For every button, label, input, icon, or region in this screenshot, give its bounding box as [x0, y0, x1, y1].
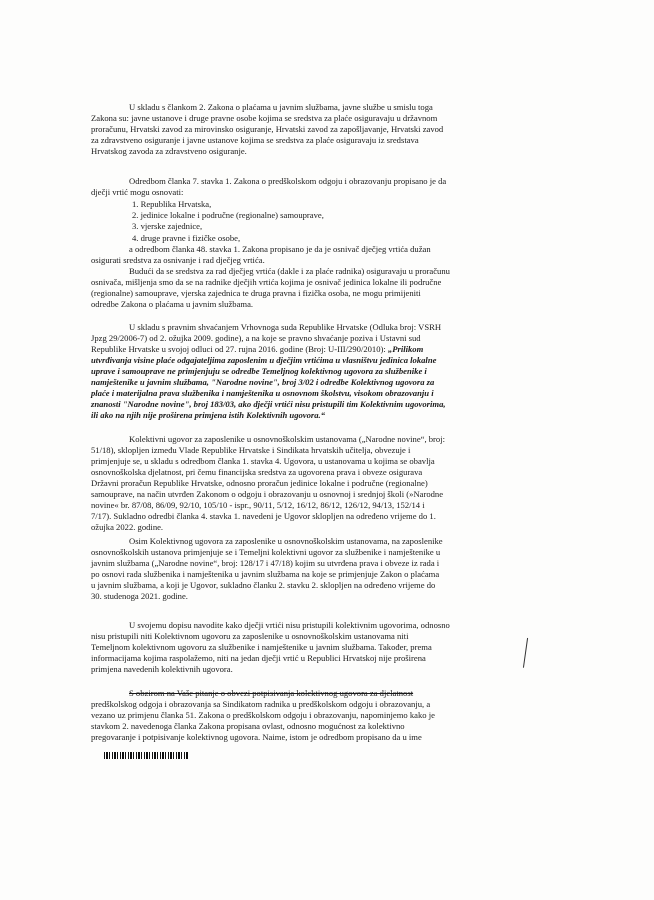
- list-item: 4. druge pravne i fizičke osobe,: [132, 233, 241, 243]
- text-line: Budući da se sredstva za rad dječjeg vrtića (dakle i za plaće radnika) osiguravaju u proračunu: [129, 266, 450, 276]
- text-line: samouprave, na način utvrđen Zakonom o odgoju i obrazovanju u osnovnoj i srednjoj školi (»Narodne: [91, 489, 444, 499]
- quoted-ruling-line: plaće i materijalna prava službenika i namještenika u osnovnom školstvu, visokom obrazovanju i: [91, 388, 434, 398]
- text-line: primjenjuje se, u skladu s odredbom članka 1. stavka 4. Ugovora, u ustanovama u kojima se obavlja: [91, 456, 435, 466]
- text-line: U skladu s pravnim shvaćanjem Vrhovnoga suda Republike Hrvatske (Odluka broj: VSRH: [129, 322, 442, 332]
- text-line: Hrvatskog zavoda za zdravstveno osiguranje.: [91, 146, 247, 156]
- quoted-ruling-line: ili ako na njih nije proširena primjena istih Kolektivnih ugovora.“: [91, 410, 325, 420]
- paragraph-dopis: [91, 620, 519, 675]
- text-line: Jpzg 29/2006-7) od 2. ožujka 2009. godine), a na koje se pravno shvaćanje poziva i Ustavni sud: [91, 333, 421, 343]
- text-line: ožujka 2022. godine.: [91, 522, 164, 532]
- list-item: 3. vjerske zajednice,: [132, 221, 203, 231]
- text-line: U svojemu dopisu navodite kako dječji vrtići nisu pristupili kolektivnim ugovorima, odnosno: [129, 620, 450, 630]
- paragraph-osnivaci-intro: [91, 176, 519, 198]
- text-line: vezano uz primjenu članka 51. Zakona o predškolskom odgoju i obrazovanju, napominjemo kako je: [91, 710, 435, 720]
- barcode: [104, 752, 188, 759]
- quoted-ruling-line: uprave i samouprave ne primjenjuju se odredbe Temeljnog kolektivnog ugovora za službenike i: [91, 366, 427, 376]
- text-line: 30. studenoga 2021. godine.: [91, 591, 188, 601]
- list-item: 2. jedinice lokalne i područne (regionalne) samouprave,: [132, 210, 324, 220]
- text-line: S obzirom na Vaše pitanje o obvezi potpisivanja kolektivnog ugovora za djelatnost: [129, 688, 414, 698]
- handwritten-margin-mark: [523, 638, 530, 668]
- text-line: 51/18), sklopljen između Vlade Republike Hrvatske i Sindikata hrvatskih učitelja, obvezuje i: [91, 445, 411, 455]
- paragraph-kolektivni-ugovor-osnovnoskolski: [91, 434, 519, 533]
- text-line: Zakona su: javne ustanove i druge pravne osobe kojima se sredstva za plaće osiguravaju u državnom: [91, 113, 438, 123]
- text-line: nisu pristupili niti Kolektivnom ugovoru za zaposlenike u osnovnoškolskim ustanovama niti: [91, 631, 409, 641]
- paragraph-osnivaci-tail: [91, 244, 519, 266]
- paragraph-pitanje-obveze: [91, 688, 519, 743]
- text-line: 7/17). Sukladno odredbi članka 4. stavka 1. navedeni je Ugovor sklopljen na određeno vrijeme do 1.: [91, 511, 436, 521]
- paragraph-sredstva: [91, 266, 519, 310]
- text-line: Osim Kolektivnog ugovora za zaposlenike u osnovnoškolskim ustanovama, na zaposlenike: [129, 536, 443, 546]
- text-line: stavkom 2. navedenoga članka Zakona propisana ovlast, odnosno mogućnost za kolektivno: [91, 721, 405, 731]
- text-line: proračunu, Hrvatski zavod za mirovinsko osiguranje, Hrvatski zavod za zapošljavanje, Hrvatski zavod: [91, 124, 444, 134]
- text-segment: Republike Hrvatske u svojoj odluci od 27. rujna 2016. godine (Broj: U-III/290/2010):: [91, 344, 386, 354]
- text-line: Odredbom članka 7. stavka 1. Zakona o predškolskom odgoju i obrazovanju propisano je da: [129, 176, 447, 186]
- paragraph-javne-sluzbe: [91, 102, 519, 157]
- quoted-ruling-line: znanosti "Narodne novine", broj 183/03, ako dječji vrtići nisu pristupili tim Kolektivnim ugovorima,: [91, 399, 446, 409]
- text-line: Temeljnom kolektivnom ugovoru za službenike i namještenike u javnim službama. Također, prema: [91, 642, 432, 652]
- text-line: za zdravstveno osiguranje i javne ustanove kojima se sredstva za plaće osiguravaju iz sredstava: [91, 135, 419, 145]
- text-line: osigurati sredstva za osnivanje i rad dječjeg vrtića.: [91, 255, 265, 265]
- text-line: Kolektivni ugovor za zaposlenike u osnovnoškolskim ustanovama („Narodne novine“, broj:: [129, 434, 445, 444]
- quote-start: „Prilikom: [387, 344, 424, 354]
- text-line: osnovnoškolskih ustanova primjenjuje se i Temeljni kolektivni ugovor za službenike i namještenike u: [91, 547, 441, 557]
- list-item: 1. Republika Hrvatska,: [132, 199, 212, 209]
- text-line: osnivača, mišljenja smo da se na radnike dječjih vrtića kojima je osnivač jedinica lokalne ili područne: [91, 277, 442, 287]
- text-line: predškolskog odgoja i obrazovanja sa Sindikatom radnika u predškolskom odgoju i obrazovanju, a: [91, 699, 431, 709]
- text-line: novine« br. 87/08, 86/09, 92/10, 105/10 - ispr., 90/11, 5/12, 16/12, 86/12, 126/12, 94/13, 152/14 i: [91, 500, 425, 510]
- text-line: javnim službama („Narodne novine“, broj: 128/17 i 47/18) kojim su utvrđena prava i obveze iz rada i: [91, 558, 440, 568]
- text-line: dječji vrtić mogu osnovati:: [91, 187, 184, 197]
- text-line: odredbe Zakona o plaćama u javnim službama.: [91, 299, 254, 309]
- quoted-ruling-line: utvrđivanja visine plaće odgajateljima zaposlenim u dječjim vrtićima u vlasništvu jedinica lokalne: [91, 355, 437, 365]
- text-line: pregovaranje i potpisivanje kolektivnog ugovora. Naime, istom je odredbom propisano da u ime: [91, 732, 422, 742]
- text-line: [91, 344, 519, 355]
- text-line: po osnovi rada službenika i namještenika u javnim službama na koje se primjenjuje Zakon o plaćama: [91, 569, 440, 579]
- paragraph-vrhovni-sud: [91, 322, 519, 421]
- text-line: primjena navedenih kolektivnih ugovora.: [91, 664, 233, 674]
- text-line: informacijama kojima raspolažemo, niti na jedan dječji vrtić u Republici Hrvatskoj nije proširena: [91, 653, 426, 663]
- paragraph-temeljni-kolektivni-ugovor: [91, 536, 519, 602]
- text-line: u javnim službama, a koji je Ugovor, sukladno članku 2. stavku 2. sklopljen na određeno vrijeme do: [91, 580, 436, 590]
- quoted-ruling-line: namještenike u javnim službama, "Narodne novine", broj 3/02 i odredbe Kolektivnog ugovora za: [91, 377, 435, 387]
- text-line: osnovnoškolska djelatnost, pri čemu financijska sredstva za ugovorena prava i obveze osigurava: [91, 467, 423, 477]
- text-line: a odredbom članka 48. stavka 1. Zakona propisano je da je osnivač dječjeg vrtića dužan: [129, 244, 431, 254]
- text-line: (regionalne) samouprave, vjerska zajednica te druga pravna i fizička osoba, ne mogu primijeniti: [91, 288, 421, 298]
- text-line: Državni proračun Republike Hrvatske, odnosno proračun jedinice lokalne i područne (regionalne): [91, 478, 428, 488]
- text-line: U skladu s člankom 2. Zakona o plaćama u javnim službama, javne službe u smislu toga: [129, 102, 433, 112]
